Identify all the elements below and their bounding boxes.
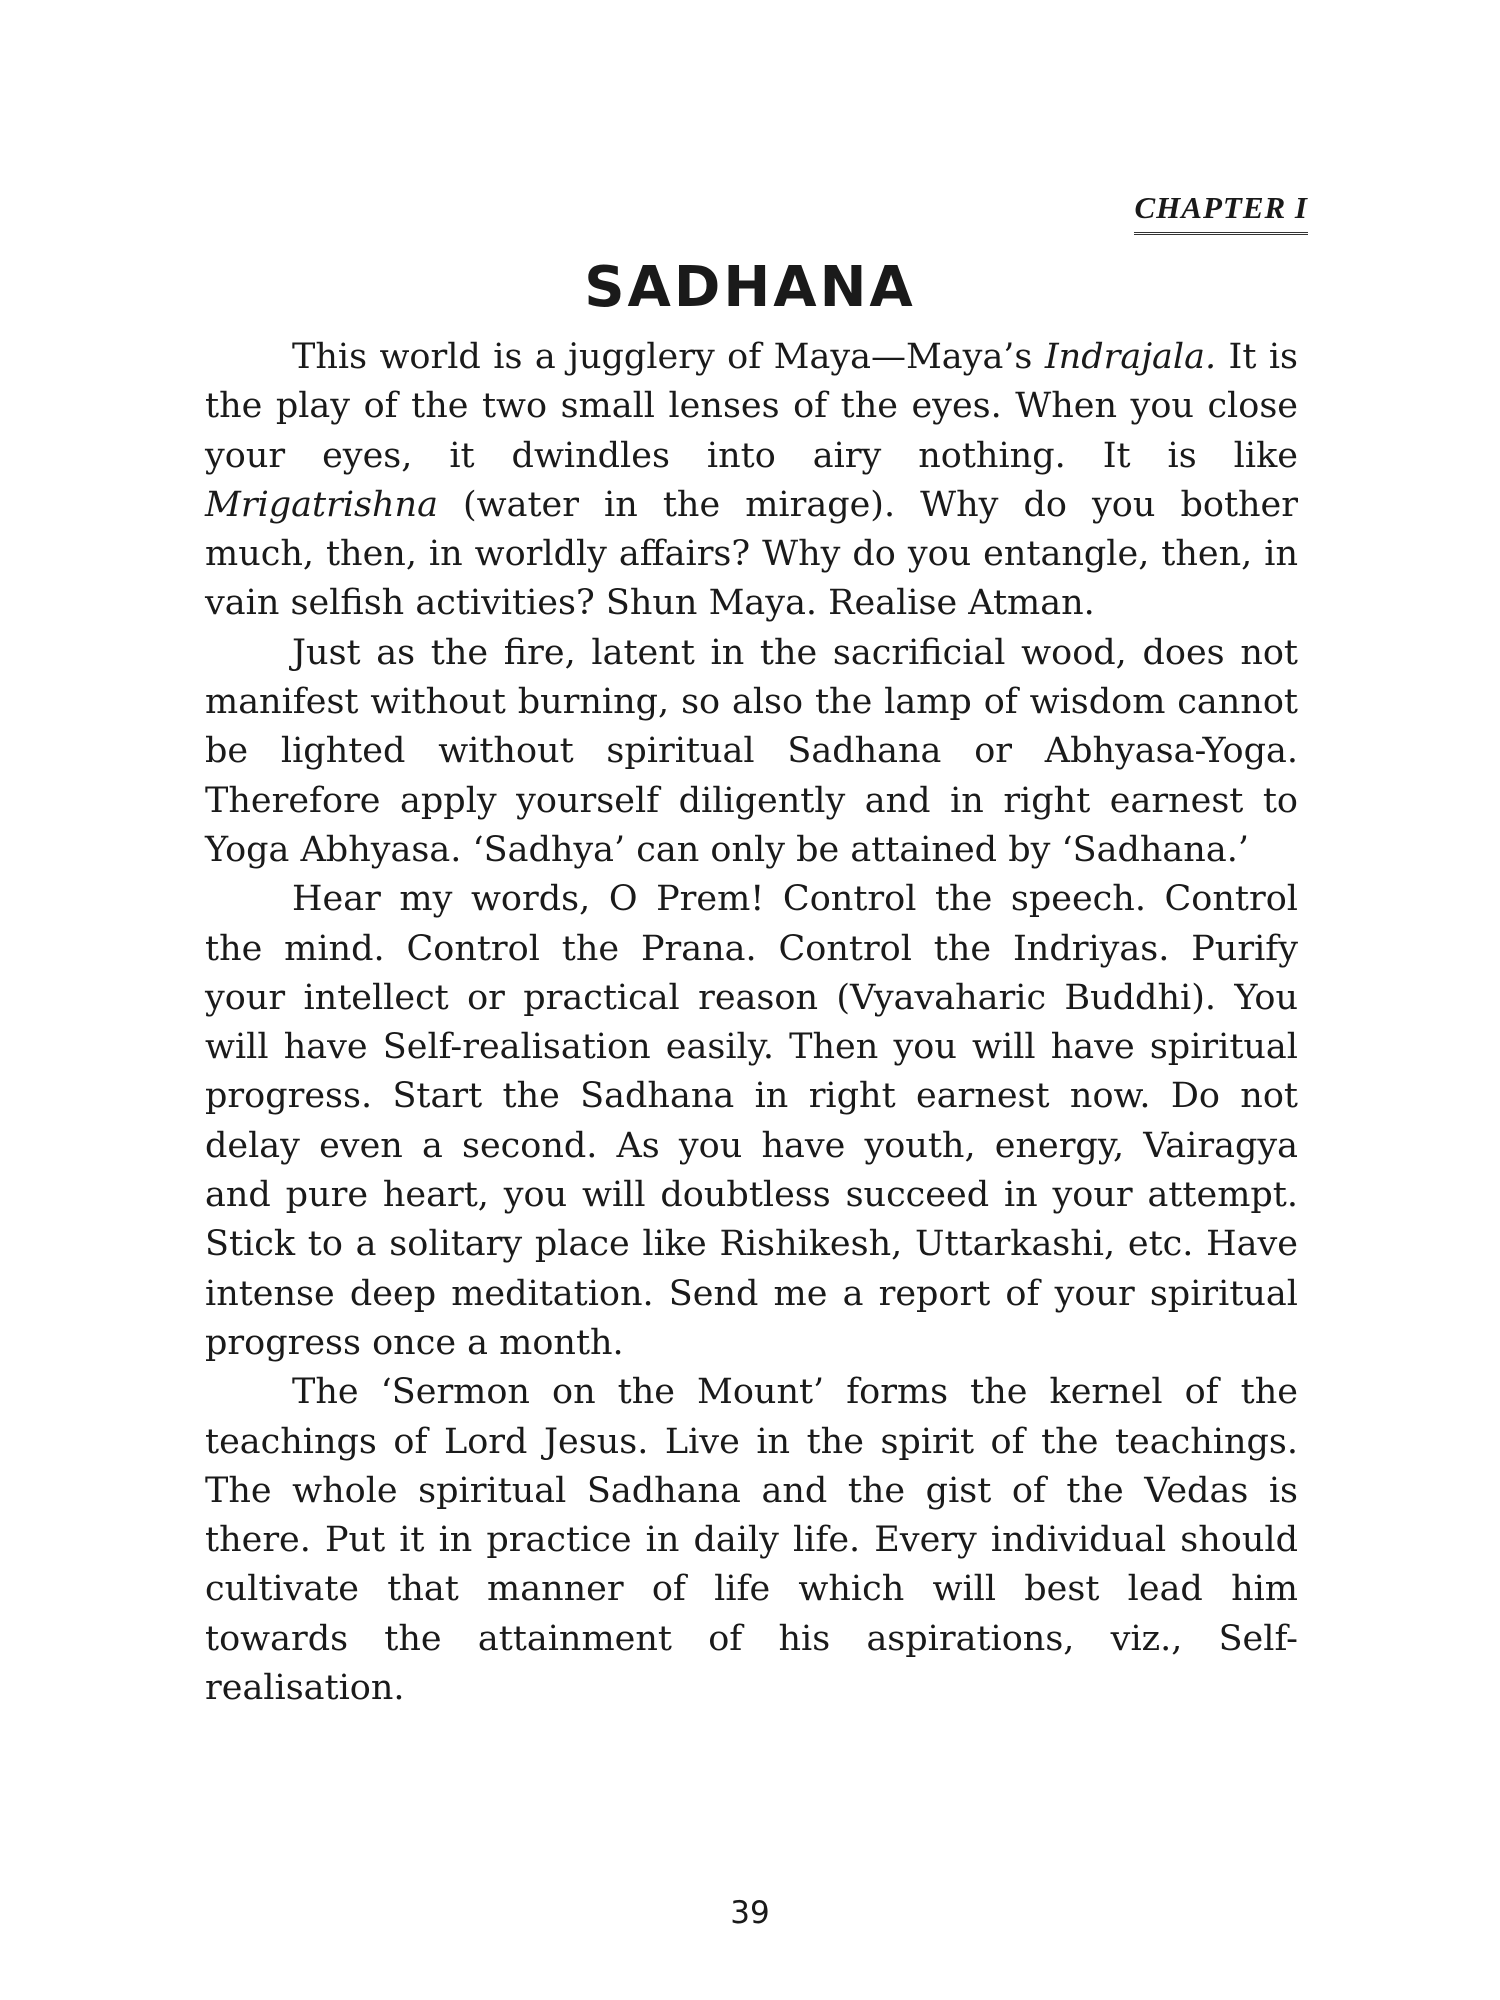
body-text [205, 333, 1298, 1713]
paragraph-2: Just as the fire, latent in the sacrificial wood, does not manifest without burning, so also the lamp of wisdom cannot be lighted without spiritual Sadhana or Abhyasa-Yoga. Therefore apply yourself diligently and in right earnest to Yoga Abhyasa. ‘Sadhya’ can only be attained by ‘Sadhana.’ [205, 632, 1298, 870]
page-title: SADHANA [584, 255, 916, 320]
paragraph-1 [205, 333, 1298, 629]
page-number: 39 [730, 1895, 770, 1931]
paragraph-1-text-c: (water in the mirage). Why do you bother much, then, in worldly affairs? Why do you entangle, then, in vain selfish activities? Shun Maya. Realise Atman. [205, 484, 1298, 624]
paragraph-3: Hear my words, O Prem! Control the speech. Control the mind. Control the Prana. Control the Indriyas. Purify your intellect or practical reason (Vyavaharic Buddhi). You will have Self-realisation easily. Then you will have spiritual progress. Start the Sadhana in right earnest now. Do not delay even a second. As you have youth, energy, Vairagya and pure heart, you will doubtless succeed in your attempt. Stick to a solitary place like Rishikesh, Uttarkashi, etc. Have intense deep meditation. Send me a report of your spiritual progress once a month. [205, 879, 1298, 1363]
chapter-label: CHAPTER I [1134, 190, 1308, 235]
paragraph-1-term-indrajala: Indrajala. [1044, 337, 1217, 377]
paragraph-1-text-b: It is the play of the two small lenses of the eyes. When you close your eyes, it dwindles into airy nothing. It is like [205, 337, 1299, 476]
paragraph-4: The ‘Sermon on the Mount’ forms the kernel of the teachings of Lord Jesus. Live in the spirit of the teachings. The whole spiritual Sadhana and the gist of the Vedas is there. Put it in practice in daily life. Every individual should cultivate that manner of life which will best lead him towards the attainment of his aspirations, viz., Self-realisation. [205, 1372, 1298, 1709]
paragraph-1-term-mrigatrishna: Mrigatrishna [205, 484, 438, 525]
paragraph-1-text-a: This world is a jugglery of Maya—Maya’s [292, 337, 1045, 377]
